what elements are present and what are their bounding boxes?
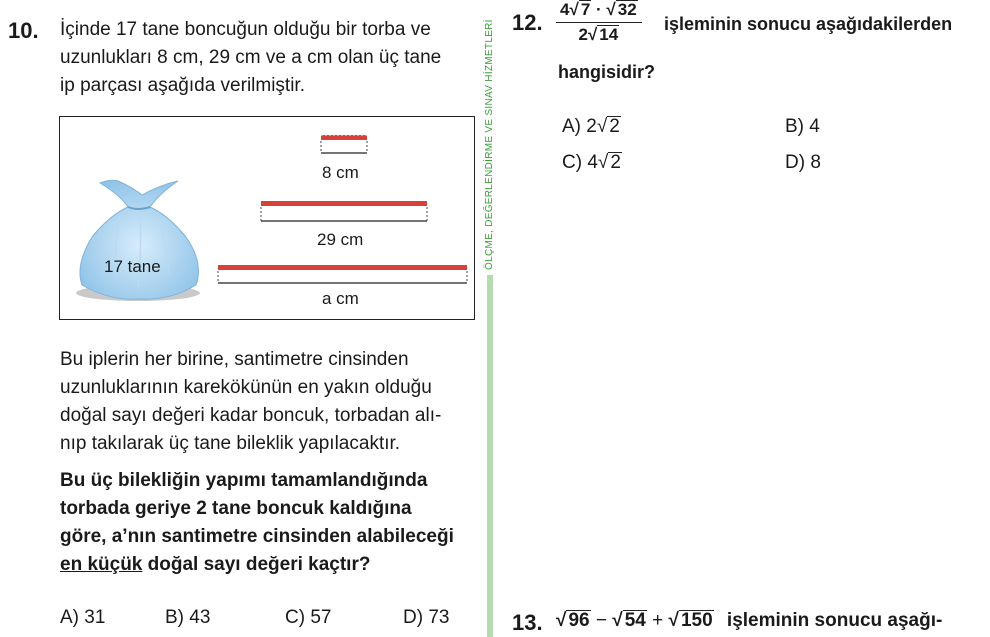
q10-option-b[interactable]: B) 43	[165, 607, 211, 628]
rope-label-a-cm: a cm	[322, 289, 359, 308]
question-12-number: 12.	[512, 10, 543, 35]
sqrt-symbol: √ 14	[587, 25, 619, 44]
q12-option-d[interactable]: D) 8	[785, 152, 821, 173]
radicand: 14	[599, 25, 619, 44]
plus-operator: +	[652, 610, 664, 631]
denominator-coef: 2	[578, 25, 588, 44]
bag-label: 17 tane	[104, 257, 161, 276]
question-13-expression	[556, 610, 942, 632]
body-line: Bu iplerin her birine, santimetre cinsinden	[60, 349, 409, 370]
body-line: uzunluklarının karekökünün en yakın olduğu	[60, 377, 432, 398]
rope-29cm	[260, 197, 430, 225]
sqrt-symbol: √ 54	[612, 610, 646, 631]
question-12-text-line1: işleminin sonucu aşağıdakilerden	[664, 14, 953, 34]
rope-label-29cm: 29 cm	[317, 230, 364, 249]
q12-option-c[interactable]	[562, 152, 622, 174]
body-line: doğal sayı değeri kadar boncuk, torbadan alı-	[60, 405, 442, 426]
q10-option-a[interactable]: A) 31	[60, 607, 106, 628]
body-line: nıp takılarak üç tane bileklik yapılacaktır.	[60, 433, 401, 454]
question-13-text: işleminin sonucu aşağı-	[726, 610, 943, 631]
numerator-coef: 4	[560, 0, 570, 19]
q12-option-b[interactable]: B) 4	[785, 116, 820, 137]
question-12-fraction	[556, 0, 642, 45]
sqrt-symbol: √ 96	[556, 610, 590, 631]
option-prefix: A) 2	[562, 116, 597, 137]
question-13-number: 13.	[512, 610, 543, 635]
intro-line: uzunlukları 8 cm, 29 cm ve a cm olan üç tane	[60, 47, 442, 68]
intro-line: ip parçası aşağıda verilmiştir.	[60, 75, 305, 96]
minus-operator: −	[595, 610, 607, 631]
question-line: torbada geriye 2 tane boncuk kaldığına	[60, 498, 412, 519]
sqrt-symbol: √ 7	[569, 0, 591, 19]
question-10-question	[60, 467, 485, 579]
q10-option-d[interactable]: D) 73	[403, 607, 450, 628]
radicand: 96	[568, 610, 590, 631]
question-12-text-line2: hangisidir?	[558, 62, 656, 82]
sqrt-symbol: √ 150	[668, 610, 713, 631]
side-divider-bar	[487, 275, 493, 637]
question-10-figure	[59, 116, 475, 320]
question-10-body	[60, 346, 485, 458]
question-10-number: 10.	[8, 18, 39, 43]
rope-label-8cm: 8 cm	[322, 163, 359, 182]
question-line-rest: doğal sayı değeri kaçtır?	[142, 554, 371, 575]
sqrt-symbol: √ 2	[596, 116, 620, 137]
sqrt-symbol: √ 32	[606, 0, 637, 19]
rope-8cm	[320, 131, 368, 155]
rope-a-cm	[217, 261, 469, 287]
option-prefix: C) 4	[562, 152, 598, 173]
bead-bag-illustration	[70, 175, 210, 305]
q12-option-a[interactable]	[562, 116, 621, 138]
radicand: 54	[624, 610, 646, 631]
multiply-dot: ·	[596, 0, 602, 19]
intro-line: İçinde 17 tane boncuğun olduğu bir torba ve	[60, 19, 431, 40]
radicand: 150	[680, 610, 713, 631]
radicand: 2	[610, 152, 621, 173]
sqrt-symbol: √ 2	[597, 152, 621, 173]
question-line: Bu üç bilekliğin yapımı tamamlandığında	[60, 470, 428, 491]
emphasis-underlined: en küçük	[60, 554, 143, 575]
question-10-intro	[60, 16, 485, 100]
radicand: 7	[580, 0, 591, 19]
question-line-last	[60, 551, 485, 579]
radicand: 2	[609, 116, 620, 137]
question-line: göre, a’nın santimetre cinsinden alabileceği	[60, 526, 454, 547]
side-publisher-text: ÖLÇME, DEĞERLENDİRME VE SINAV HİZMETLERİ	[484, 19, 495, 270]
q10-option-c[interactable]: C) 57	[285, 607, 332, 628]
radicand: 32	[617, 0, 637, 19]
